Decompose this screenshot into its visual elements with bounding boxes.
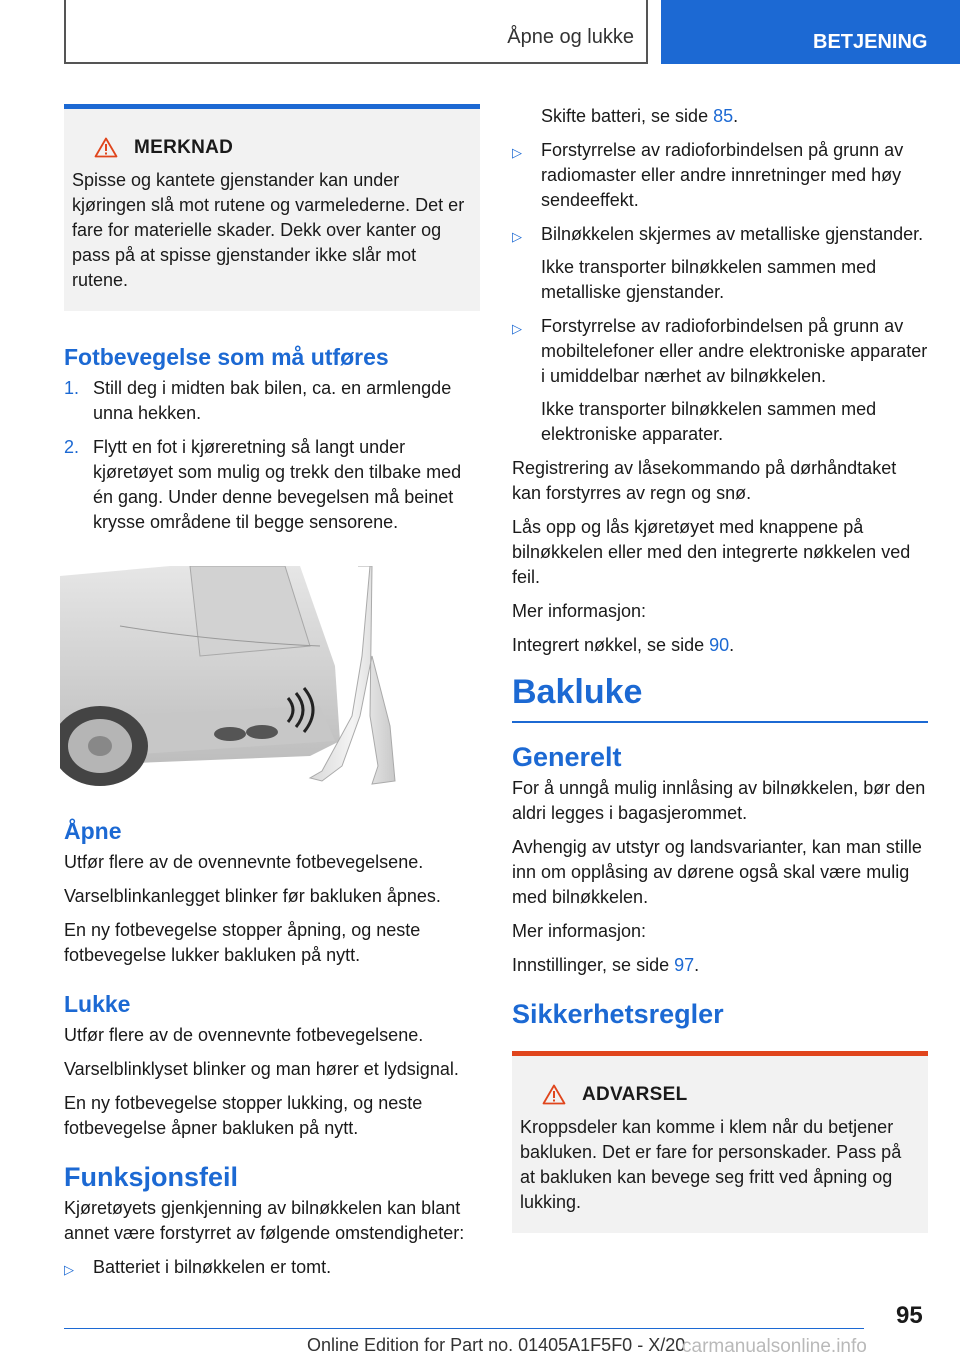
paragraph: Registrering av låsekommando på dørhåndtaket kan forstyrres av regn og snø. <box>512 458 897 503</box>
footer-rule <box>64 1328 864 1329</box>
watermark-text: carmanualsonline.info <box>682 1336 867 1357</box>
foot-movement-heading: Fotbevegelse som må utføres <box>64 344 389 370</box>
paragraph: For å unngå mulig innlåsing av bilnøkkelen, bør den aldri legges i bagasjerommet. <box>512 778 926 823</box>
step-item <box>64 435 480 535</box>
bullet-triangle-icon: ▷ <box>512 145 522 160</box>
page-number: 95 <box>896 1302 923 1329</box>
list-item <box>512 314 928 447</box>
right-column <box>512 104 928 1267</box>
tailgate-chapter-title: Bakluke <box>512 673 643 711</box>
list-item-text: Bilnøkkelen skjermes av metalliske gjenstander. <box>541 224 924 244</box>
warning-triangle-icon <box>94 137 118 158</box>
page-link-97[interactable]: 97 <box>674 955 695 975</box>
note-title: MERKNAD <box>134 137 234 158</box>
header-chapter-tab: BETJENING <box>661 0 960 64</box>
list-item-text: Forstyrrelse av radioforbindelsen på grunn av radiomaster eller andre innretninger med høy sendeeffekt. <box>541 140 904 210</box>
list-item-text: Forstyrrelse av radioforbindelsen på grunn av mobiltelefoner eller andre elektroniske apparater i umiddelbar nærhet av bilnøkkelen. <box>541 316 928 386</box>
list-item <box>64 1255 480 1282</box>
paragraph: Avhengig av utstyr og landsvarianter, kan man stille inn om opplåsing av dørene også skal være mulig med bilnøkkelen. <box>512 837 922 907</box>
paragraph: Kjøretøyets gjenkjenning av bilnøkkelen kan blant annet være forstyrret av følgende omstendigheter: <box>64 1198 465 1243</box>
step-number: 2. <box>64 437 80 457</box>
step-text: Flytt en fot i kjøreretning så langt under kjøretøyet som mulig og trekk den tilbake med én gang. Under denne bevegelsen må beinet krysse områdene til begge sensorene. <box>93 437 462 532</box>
bullet-triangle-icon: ▷ <box>512 229 522 244</box>
malfunction-list-continued <box>512 138 928 447</box>
warning-box <box>512 1051 928 1233</box>
list-item <box>512 222 928 305</box>
malfunction-heading: Funksjonsfeil <box>64 1162 239 1192</box>
paragraph: En ny fotbevegelse stopper lukking, og neste fotbevegelse åpner bakluken på nytt. <box>64 1093 423 1138</box>
paragraph: Varselblinkanlegget blinker før bakluken åpnes. <box>64 886 441 906</box>
paragraph: Mer informasjon: <box>512 601 647 621</box>
bullet-triangle-icon: ▷ <box>512 321 522 336</box>
list-item <box>512 138 928 213</box>
edition-text: Online Edition for Part no. 01405A1F5F0 - X/20 <box>307 1335 686 1355</box>
battery-reference: Skifte batteri, se side 85. <box>541 106 739 126</box>
close-heading: Lukke <box>64 991 131 1017</box>
step-list <box>64 376 480 535</box>
open-heading: Åpne <box>64 818 122 844</box>
list-item-subtext: Ikke transporter bilnøkkelen sammen med metalliske gjenstander. <box>541 257 877 302</box>
left-column <box>64 104 480 1291</box>
list-item-text: Batteriet i bilnøkkelen er tomt. <box>93 1257 332 1277</box>
list-item-subtext: Ikke transporter bilnøkkelen sammen med elektroniske apparater. <box>541 399 877 444</box>
page-link-85[interactable]: 85 <box>713 106 734 126</box>
paragraph: En ny fotbevegelse stopper åpning, og neste fotbevegelse lukker bakluken på nytt. <box>64 920 421 965</box>
safety-heading: Sikkerhetsregler <box>512 999 724 1029</box>
paragraph: Varselblinklyset blinker og man hører et lydsignal. <box>64 1059 459 1079</box>
settings-reference: Innstillinger, se side 97. <box>512 955 700 975</box>
note-text: Spisse og kantete gjenstander kan under kjøringen slå mot rutene og varmelederne. Det er fare for materielle skader. Dekk over kanter og pass på at spisse gjenstander ikke slår mot rutene. <box>72 170 465 290</box>
paragraph: Lås opp og lås kjøretøyet med knappene på bilnøkkelen eller med den integrerte nøkkelen ved feil. <box>512 517 911 587</box>
general-heading: Generelt <box>512 742 622 772</box>
bullet-triangle-icon: ▷ <box>64 1262 74 1277</box>
malfunction-list <box>64 1255 480 1282</box>
note-box <box>64 104 480 311</box>
warning-triangle-icon <box>542 1084 566 1105</box>
paragraph: Utfør flere av de ovennevnte fotbevegelsene. <box>64 852 424 872</box>
header-section-title: Åpne og lukke <box>507 26 634 48</box>
paragraph: Mer informasjon: <box>512 921 647 941</box>
tailgate-foot-sensor-illustration <box>60 566 396 786</box>
warning-title: ADVARSEL <box>582 1084 688 1105</box>
paragraph: Utfør flere av de ovennevnte fotbevegelsene. <box>64 1025 424 1045</box>
title-rule <box>512 721 928 723</box>
step-number: 1. <box>64 378 80 398</box>
page-link-90[interactable]: 90 <box>709 635 730 655</box>
integrated-key-reference: Integrert nøkkel, se side 90. <box>512 635 735 655</box>
step-text: Still deg i midten bak bilen, ca. en armlengde unna hekken. <box>93 378 452 423</box>
warning-text: Kroppsdeler kan komme i klem når du betjener bakluken. Det er fare for personskader. Pass på at bakluken kan bevege seg fritt ved åpning og lukking. <box>520 1117 902 1212</box>
step-item <box>64 376 480 426</box>
